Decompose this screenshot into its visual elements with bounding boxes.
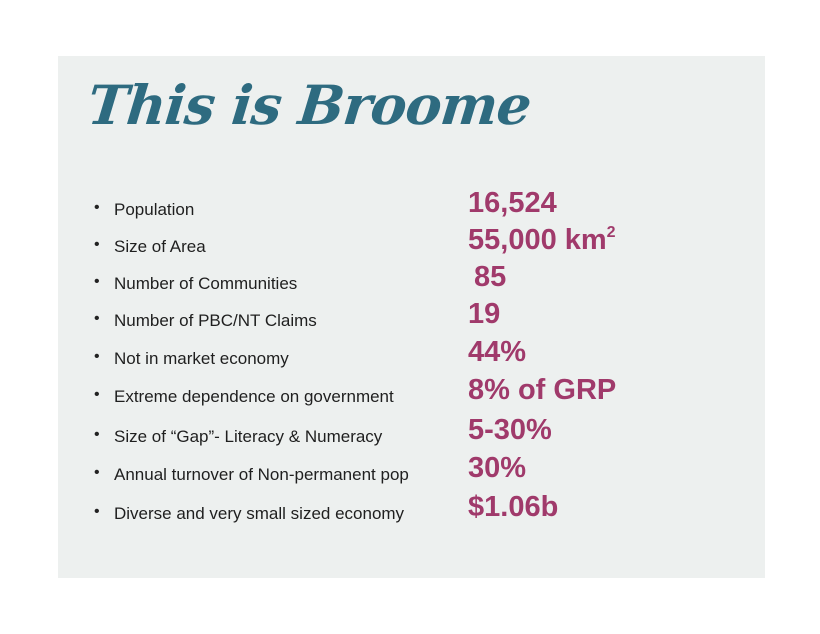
stat-value-text: 55,000 km [468,224,607,256]
stat-value: 8% of GRP [468,374,617,406]
stat-label: Not in market economy [114,349,289,368]
stat-row-government-dependence [58,376,765,414]
stat-label: Extreme dependence on government [114,387,394,406]
stat-value: 19 [468,298,501,330]
bullet-icon: • [94,386,100,403]
stat-value-superscript: 2 [606,224,616,241]
bullet-icon: • [94,236,100,253]
stat-label: Size of “Gap”- Literacy & Numeracy [114,427,383,446]
stat-value: 16,524 [468,187,557,219]
stat-row-communities [58,263,765,301]
stat-value: 85 [474,261,507,293]
stat-value: $1.06b [468,491,559,523]
stat-value [468,224,616,257]
bullet-icon: • [94,273,100,290]
stat-row-size-of-area [58,226,765,264]
slide-title: This is Broome [84,73,534,137]
stat-value: 30% [468,452,527,484]
bullet-icon: • [94,348,100,365]
stat-row-annual-turnover [58,454,765,492]
stat-label: Population [114,200,195,219]
stat-row-economy-size [58,493,765,531]
stat-row-literacy-gap [58,416,765,454]
bullet-icon: • [94,199,100,216]
bullet-icon: • [94,426,100,443]
stat-label: Annual turnover of Non-permanent pop [114,465,409,484]
bullet-icon: • [94,503,100,520]
bullet-icon: • [94,310,100,327]
stat-label: Size of Area [114,237,206,256]
stat-value: 5-30% [468,414,552,446]
stat-label: Number of Communities [114,274,298,293]
slide [58,56,765,578]
stat-row-market-economy [58,338,765,376]
stat-label: Diverse and very small sized economy [114,504,405,523]
stat-row-population [58,189,765,227]
stat-value: 44% [468,336,527,368]
stat-label: Number of PBC/NT Claims [114,311,317,330]
bullet-icon: • [94,464,100,481]
stat-row-pbc-nt-claims [58,300,765,338]
